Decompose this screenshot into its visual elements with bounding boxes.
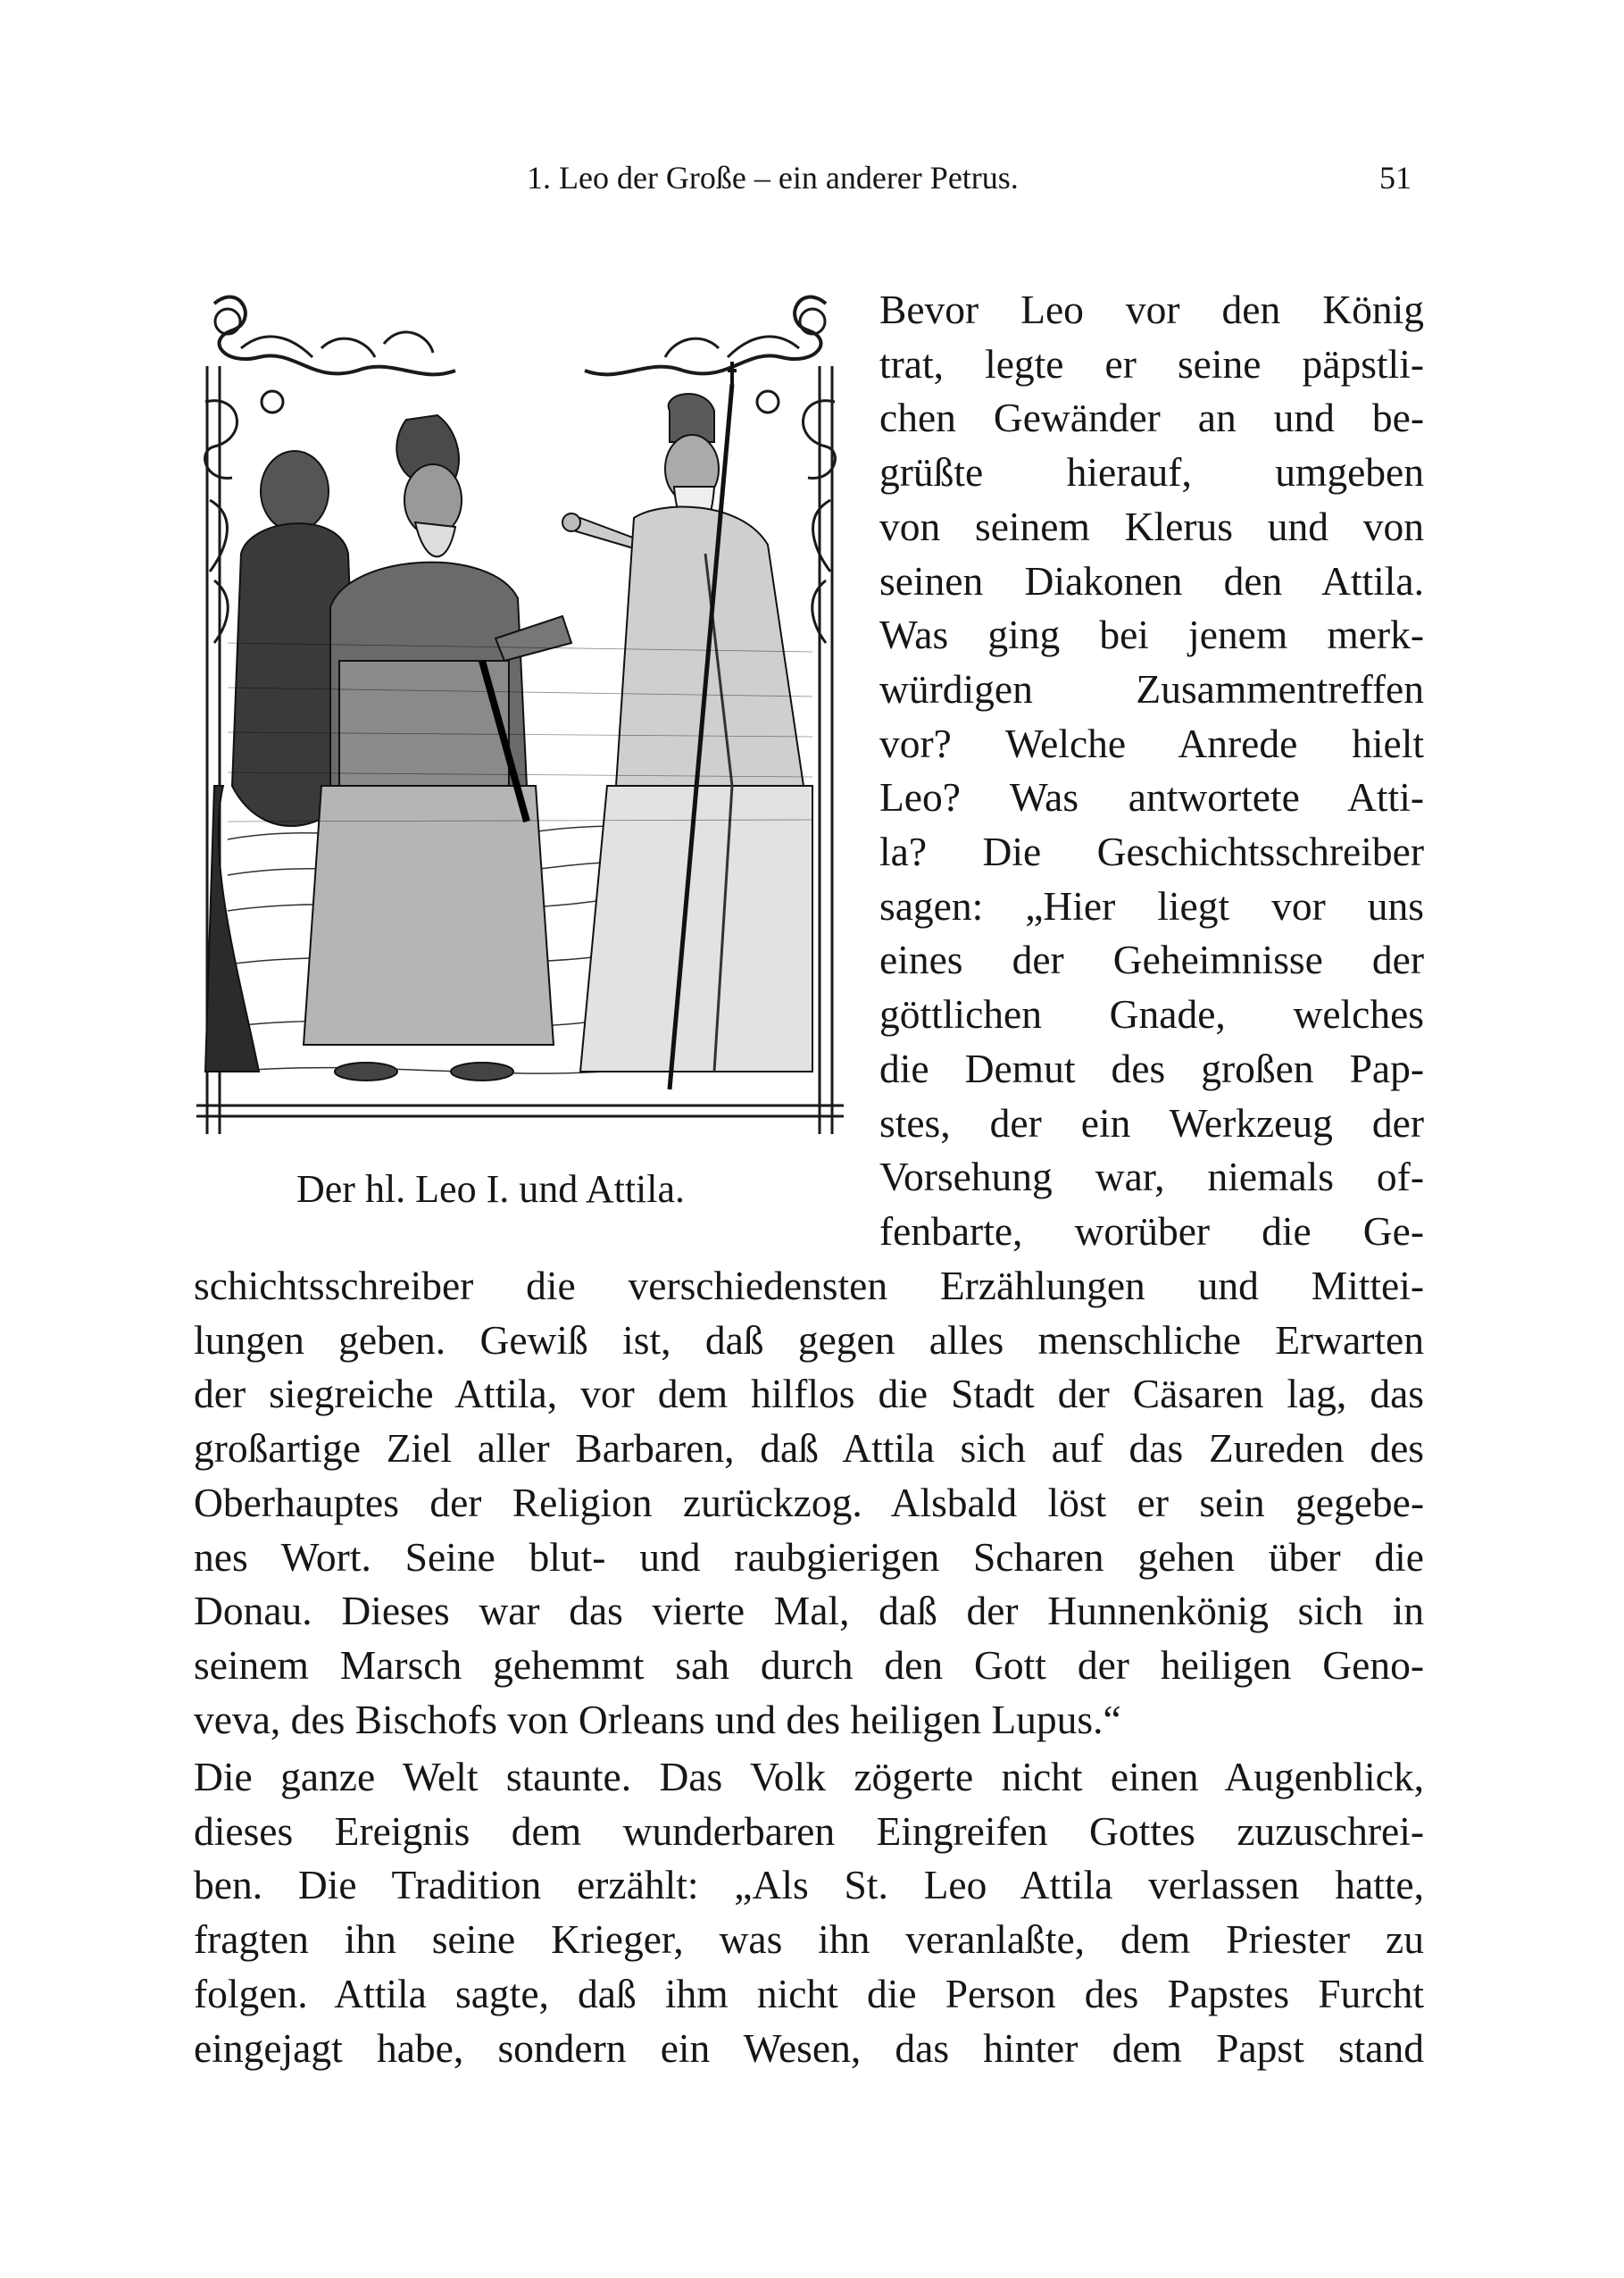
text-line: Vorsehung war, niemals of-	[879, 1154, 1424, 1200]
text-line: trat, legte er seine päpstli-	[879, 340, 1424, 387]
text-line: fenbarte, worüber die Ge-	[879, 1207, 1424, 1254]
text-line: Donau. Dieses war das vierte Mal, daß der Hunnenkönig sich in	[194, 1588, 1424, 1634]
text-line: fragten ihn seine Krieger, was ihn veranlaßte, dem Priester zu	[194, 1916, 1424, 1963]
text-line: seinem Marsch gehemmt sah durch den Gott der heiligen Geno-	[194, 1641, 1424, 1688]
illustration	[187, 286, 853, 1143]
text-line: vor? Welche Anrede hielt	[879, 720, 1424, 766]
text-line: chen Gewänder an und be-	[879, 395, 1424, 441]
text-line: grüßte hierauf, umgeben	[879, 449, 1424, 496]
text-line: von seinem Klerus und von	[879, 503, 1424, 549]
text-line: würdigen Zusammentreffen	[879, 665, 1424, 712]
text-line: seinen Diakonen den Attila.	[879, 557, 1424, 604]
text-line: la? Die Geschichtsschreiber	[879, 829, 1424, 874]
text-line: göttlichen Gnade, welches	[879, 991, 1424, 1038]
text-line: Bevor Leo vor den König	[879, 287, 1424, 332]
text-line: nes Wort. Seine blut- und raubgierigen Scharen gehen über die	[194, 1533, 1424, 1580]
text-line: der siegreiche Attila, vor dem hilflos die Stadt der Cäsaren lag, das	[194, 1371, 1424, 1417]
text-line: die Demut des großen Pap-	[879, 1045, 1424, 1091]
text-line: schichtsschreiber die verschiedensten Erzählungen und Mittei-	[194, 1263, 1424, 1308]
text-line: ben. Die Tradition erzählt: „Als St. Leo Attila verlassen hatte,	[194, 1862, 1424, 1908]
text-line: stes, der ein Werkzeug der	[879, 1099, 1424, 1146]
text-line: dieses Ereignis dem wunderbaren Eingreifen Gottes zuzuschrei-	[194, 1807, 1424, 1854]
figure-caption: Der hl. Leo I. und Attila.	[296, 1167, 686, 1211]
text-line: veva, des Bischofs von Orleans und des heiligen Lupus.“	[194, 1696, 1121, 1742]
text-line: eingejagt habe, sondern ein Wesen, das hinter dem Papst stand	[194, 2024, 1424, 2071]
text-line: großartige Ziel aller Barbaren, daß Attila sich auf das Zureden des	[194, 1425, 1424, 1472]
text-line: Was ging bei jenem merk-	[879, 612, 1424, 658]
engraving-image	[187, 286, 853, 1143]
text-line: Leo? Was antwortete Atti-	[879, 774, 1424, 821]
text-line: Die ganze Welt staunte. Das Volk zögerte nicht einen Augenblick,	[194, 1754, 1424, 1799]
text-line: sagen: „Hier liegt vor uns	[879, 882, 1424, 929]
text-line: folgen. Attila sagte, daß ihm nicht die Person des Papstes Furcht	[194, 1970, 1424, 2016]
text-line: Oberhauptes der Religion zurückzog. Alsbald löst er sein gegebe-	[194, 1479, 1424, 1525]
running-title: 1. Leo der Große – ein anderer Petrus.	[527, 160, 1019, 196]
page-number: 51	[1379, 160, 1412, 196]
text-line: lungen geben. Gewiß ist, daß gegen alles menschliche Erwarten	[194, 1316, 1424, 1363]
text-line: eines der Geheimnisse der	[879, 937, 1424, 983]
